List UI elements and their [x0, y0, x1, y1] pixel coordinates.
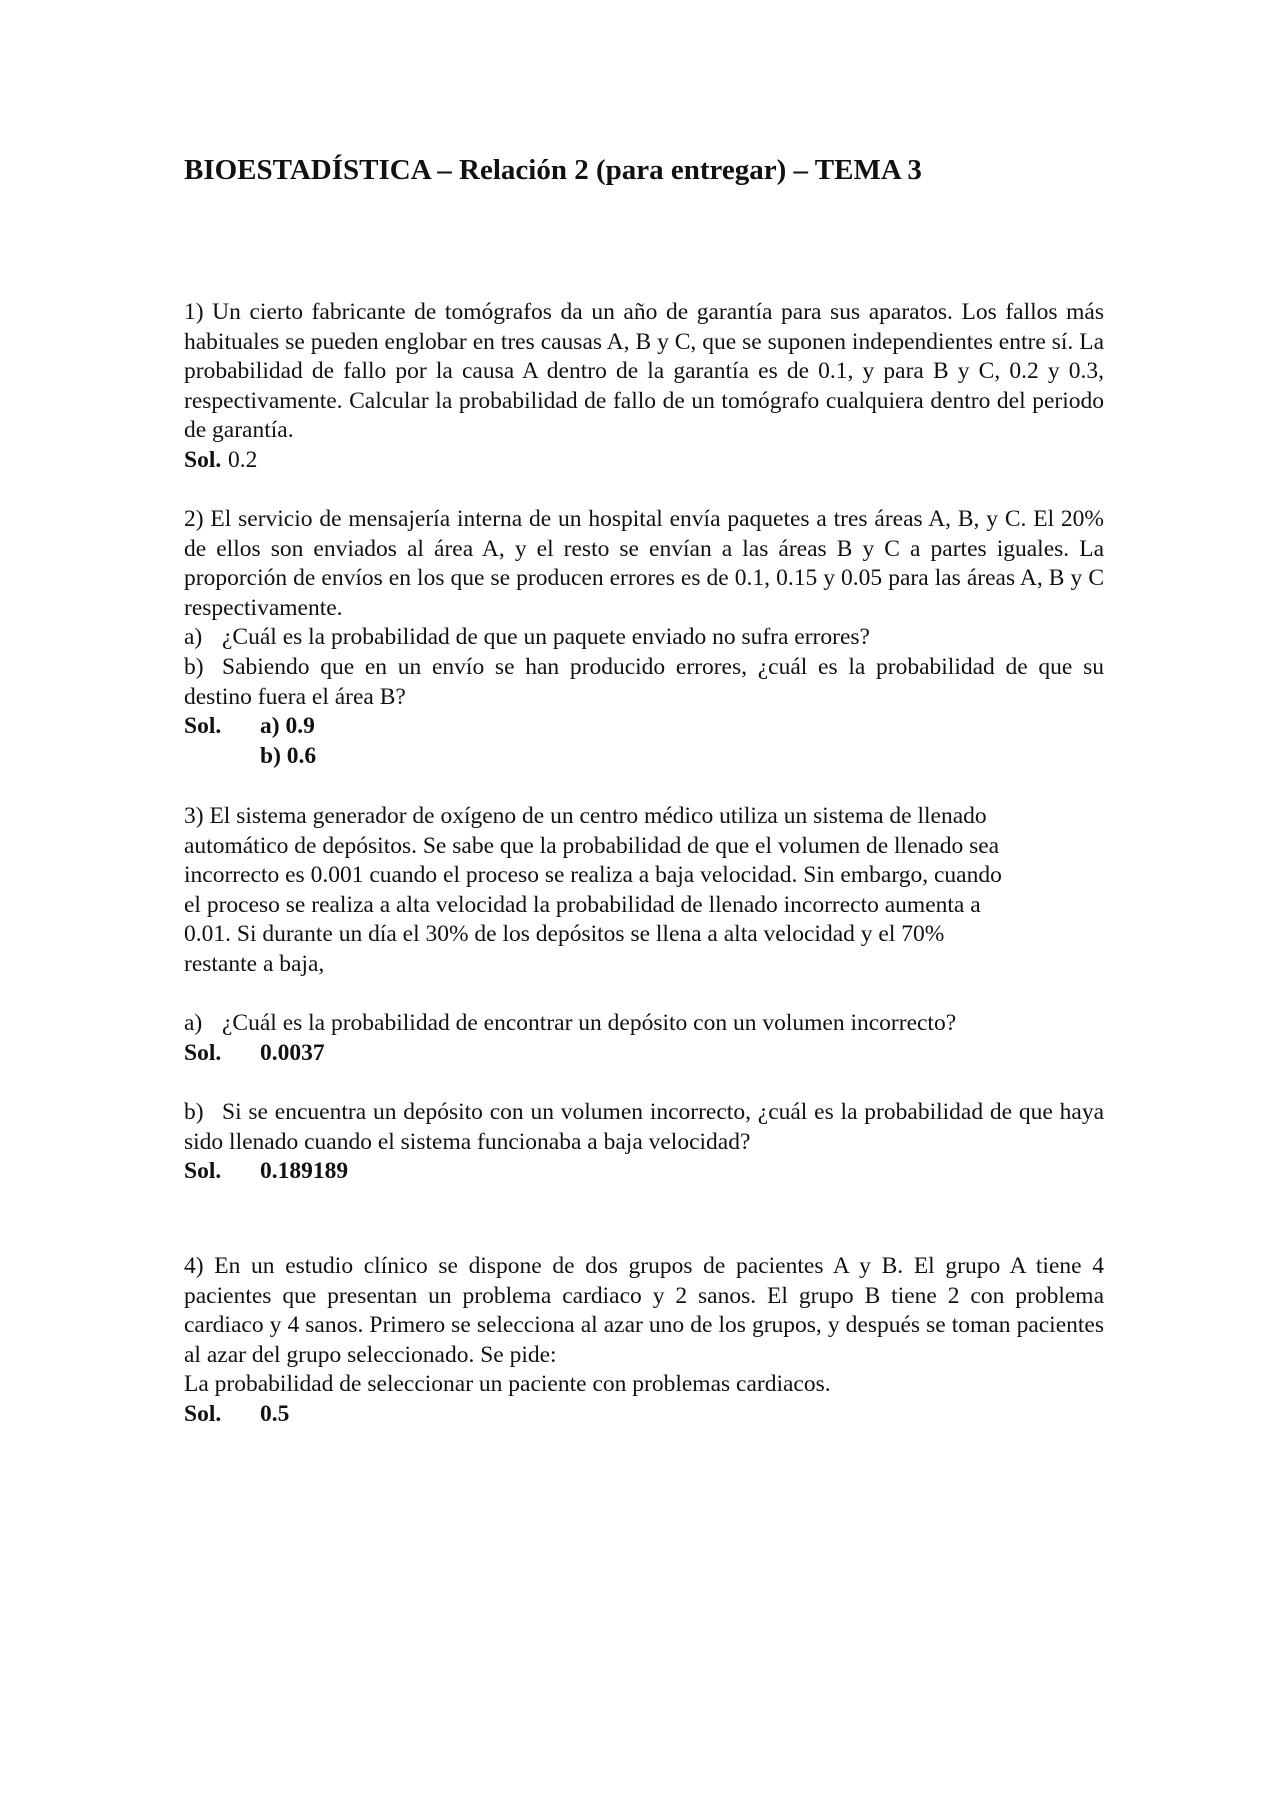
problem-3-statement-line: automático de depósitos. Se sabe que la probabilidad de que el volumen de llenado sea	[184, 832, 1000, 859]
problem-3	[184, 802, 1104, 1187]
problem-2-solution-a	[184, 712, 1104, 742]
problem-3-solution-a	[184, 1039, 1104, 1069]
solution-value: a) 0.9	[260, 713, 315, 740]
problem-3-statement-line: el proceso se realiza a alta velocidad la probabilidad de llenado incorrecto aumenta a	[184, 891, 981, 918]
problem-1-solution	[184, 446, 1104, 476]
solution-label: Sol.	[184, 713, 222, 740]
part-text: ¿Cuál es la probabilidad de encontrar un depósito con un volumen incorrecto?	[222, 1010, 957, 1037]
solution-value: b) 0.6	[260, 742, 317, 769]
problem-3-statement-line: restante a baja,	[184, 950, 325, 977]
problem-1	[184, 298, 1104, 476]
solution-value: 0.2	[228, 446, 258, 473]
problem-2-solution-b	[184, 742, 1104, 772]
problem-2	[184, 505, 1104, 771]
part-label: a)	[184, 624, 203, 651]
problem-3-statement-line: 3) El sistema generador de oxígeno de un centro médico utiliza un sistema de llenado	[184, 803, 987, 829]
solution-label: Sol.	[184, 1400, 222, 1427]
part-text: Sabiendo que en un envío se han producido errores, ¿cuál es la probabilidad de que su destino fuera el área B?	[184, 653, 1104, 710]
solution-value: 0.0037	[260, 1039, 325, 1066]
solution-value: 0.5	[260, 1400, 290, 1427]
part-text: ¿Cuál es la probabilidad de que un paquete enviado no sufra errores?	[222, 624, 870, 651]
document-title: BIOESTADÍSTICA – Relación 2 (para entregar) – TEMA 3	[184, 154, 922, 186]
problem-3-solution-b	[184, 1157, 1104, 1187]
problem-4	[184, 1252, 1104, 1430]
problem-4-question: La probabilidad de seleccionar un paciente con problemas cardiacos.	[184, 1371, 831, 1398]
part-text: Si se encuentra un depósito con un volumen incorrecto, ¿cuál es la probabilidad de que haya sido llenado cuando el sistema funcionaba a baja velocidad?	[184, 1098, 1104, 1155]
problem-2-part-a	[184, 623, 1104, 653]
problem-3-statement-line: incorrecto es 0.001 cuando el proceso se realiza a baja velocidad. Sin embargo, cuando	[184, 862, 1002, 889]
problem-3-part-a	[184, 1009, 1104, 1039]
problem-4-solution	[184, 1400, 1104, 1430]
problem-2-statement: 2) El servicio de mensajería interna de un hospital envía paquetes a tres áreas A, B, y C. El 20% de ellos son enviados al área A, y el resto se envían a las áreas B y C a partes iguales. La proporción de envíos en los que se producen errores es de 0.1, 0.15 y 0.05 para las áreas A, B y C respectivamente.	[184, 506, 1104, 621]
problem-1-statement: 1) Un cierto fabricante de tomógrafos da un año de garantía para sus aparatos. Los fallos más habituales se pueden englobar en tres causas A, B y C, que se suponen independientes entre sí. La probabilidad de fallo por la causa A dentro de la garantía es de 0.1, y para B y C, 0.2 y 0.3, respectivamente. Calcular la probabilidad de fallo de un tomógrafo cualquiera dentro del periodo de garantía.	[184, 299, 1104, 444]
problem-3-statement-line: 0.01. Si durante un día el 30% de los depósitos se llena a alta velocidad y el 70%	[184, 921, 945, 948]
part-label: b)	[184, 1098, 204, 1125]
problem-3-part-b	[184, 1098, 1104, 1157]
part-label: b)	[184, 653, 204, 680]
solution-label: Sol.	[184, 1039, 222, 1066]
solution-value: 0.189189	[260, 1158, 349, 1185]
problem-4-statement: 4) En un estudio clínico se dispone de dos grupos de pacientes A y B. El grupo A tiene 4 pacientes que presentan un problema cardiaco y 2 sanos. El grupo B tiene 2 con problema cardiaco y 4 sanos. Primero se selecciona al azar uno de los grupos, y después se toman pacientes al azar del grupo seleccionado. Se pide:	[184, 1253, 1104, 1368]
solution-label: Sol.	[184, 446, 222, 473]
part-label: a)	[184, 1010, 203, 1037]
solution-label: Sol.	[184, 1158, 222, 1185]
problem-2-part-b	[184, 653, 1104, 712]
